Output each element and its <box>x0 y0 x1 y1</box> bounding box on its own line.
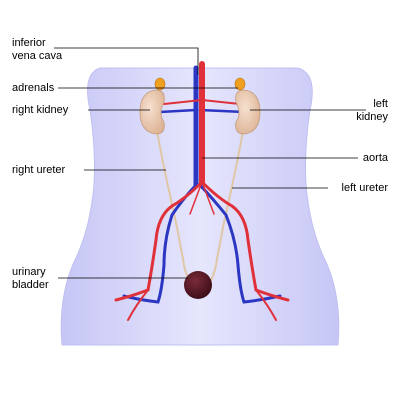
label-right-kidney: right kidney <box>12 104 69 116</box>
right-kidney <box>140 90 164 134</box>
label-inferior-vena-cava-line2: vena cava <box>12 50 63 62</box>
label-adrenals: adrenals <box>12 82 55 94</box>
label-left-kidney-line2: kidney <box>356 111 388 123</box>
label-inferior-vena-cava-line1: inferior <box>12 37 46 49</box>
label-right-ureter: right ureter <box>12 164 66 176</box>
label-aorta: aorta <box>362 152 388 164</box>
urinary-bladder <box>184 271 212 299</box>
left-kidney <box>236 90 260 134</box>
label-left-kidney-line1: left <box>373 98 388 110</box>
label-urinary-bladder <box>12 266 49 292</box>
label-left-kidney <box>356 98 388 124</box>
label-left-ureter: left ureter <box>341 182 388 194</box>
label-inferior-vena-cava <box>12 37 62 63</box>
label-urinary-bladder-line1: urinary <box>12 266 46 278</box>
label-urinary-bladder-line2: bladder <box>12 279 49 291</box>
